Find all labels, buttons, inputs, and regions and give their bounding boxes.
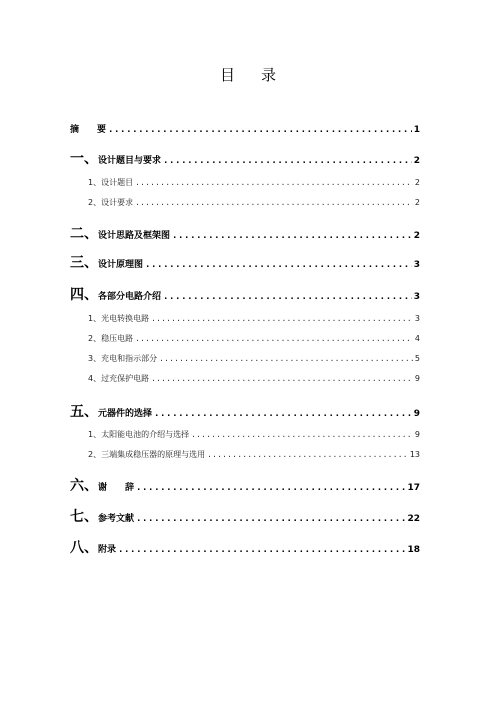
- toc-entry-page: 13: [409, 450, 420, 459]
- toc-entry-number: 七、: [70, 509, 98, 525]
- toc-entry-page: 18: [407, 545, 420, 555]
- toc-entry-number: 八、: [70, 540, 98, 556]
- toc-entry-section-8[interactable]: [70, 537, 420, 557]
- toc-entry-label: 太阳能电池的介绍与选择: [101, 430, 190, 439]
- title-char-left: 目: [219, 66, 235, 84]
- toc-entry-4-4[interactable]: [70, 373, 420, 384]
- toc-leader-dots: [145, 260, 412, 270]
- toc-entry-page: 9: [414, 374, 420, 383]
- toc-entry-5-2[interactable]: [70, 449, 420, 460]
- toc-entry-section-5[interactable]: [70, 401, 420, 421]
- page-title: [0, 64, 496, 85]
- toc-leader-dots: [118, 545, 405, 555]
- toc-entry-label: 设计原理图: [98, 260, 144, 270]
- toc-leader-dots: [135, 178, 413, 187]
- toc-entry-label: 摘 要: [70, 125, 107, 135]
- toc-entry-number: 二、: [70, 226, 98, 242]
- toc-entry-number: 四、: [70, 287, 98, 303]
- toc-leader-dots: [159, 354, 413, 363]
- toc-entry-number: 1、: [88, 430, 102, 439]
- toc-entry-page: 2: [414, 198, 420, 207]
- toc-leader-dots: [151, 314, 413, 323]
- toc-entry-page: 3: [413, 260, 420, 270]
- toc-entry-label: 光电转换电路: [101, 314, 150, 323]
- toc-entry-page: 2: [414, 178, 420, 187]
- toc-leader-dots: [207, 450, 408, 459]
- toc-entry-section-1[interactable]: [70, 148, 420, 168]
- toc-entry-label: 设计题目: [101, 178, 134, 187]
- toc-entry-page: 17: [407, 483, 420, 493]
- toc-entry-page: 2: [413, 156, 420, 166]
- toc-entry-label: 设计要求: [101, 198, 134, 207]
- toc-entry-page: 3: [414, 314, 420, 323]
- toc-entry-label: 附录: [98, 545, 117, 555]
- toc-entry-label: 设计题目与要求: [98, 156, 162, 166]
- toc-entry-page: 9: [414, 430, 420, 439]
- toc-leader-dots: [135, 198, 413, 207]
- toc-entry-label: 三端集成稳压器的原理与选用: [101, 450, 206, 459]
- toc-entry-number: 五、: [70, 404, 98, 420]
- toc-entry-page: 2: [413, 231, 420, 241]
- toc-entry-page: 5: [414, 354, 420, 363]
- toc-entry-number: 1、: [88, 314, 102, 323]
- toc-entry-section-2[interactable]: [70, 223, 420, 243]
- toc-entry-number: 2、: [88, 334, 102, 343]
- toc-entry-number: 4、: [88, 374, 102, 383]
- toc-leader-dots: [135, 334, 413, 343]
- toc-leader-dots: [151, 374, 413, 383]
- title-char-right: 录: [261, 66, 277, 84]
- toc-entry-number: 1、: [88, 178, 102, 187]
- toc-entry-section-3[interactable]: [70, 252, 420, 272]
- toc-entry-label: 谢 辞: [98, 483, 135, 493]
- toc-entry-section-6[interactable]: [70, 475, 420, 495]
- toc-entry-number: 3、: [88, 354, 102, 363]
- toc-entry-number: 一、: [70, 151, 98, 167]
- toc-entry-page: 4: [414, 334, 420, 343]
- toc-entry-label: 各部分电路介绍: [98, 292, 162, 302]
- toc-leader-dots: [172, 231, 412, 241]
- toc-entry-4-1[interactable]: [70, 313, 420, 324]
- toc-leader-dots: [136, 483, 405, 493]
- toc-entry-label: 稳压电路: [101, 334, 134, 343]
- toc-leader-dots: [191, 430, 413, 439]
- toc-entry-label: 参考文献: [98, 514, 135, 524]
- toc-entry-4-2[interactable]: [70, 333, 420, 344]
- toc-entry-5-1[interactable]: [70, 429, 420, 440]
- toc-entry-1-1[interactable]: [70, 177, 420, 188]
- toc-entry-page: 1: [413, 125, 420, 135]
- toc-entry-section-7[interactable]: [70, 506, 420, 526]
- toc-entry-number: 2、: [88, 450, 102, 459]
- toc-entry-section-4[interactable]: [70, 284, 420, 304]
- toc-entry-page: 9: [413, 409, 420, 419]
- toc-leader-dots: [136, 514, 405, 524]
- toc-leader-dots: [154, 409, 412, 419]
- toc-leader-dots: [108, 125, 412, 135]
- toc-entry-label: 过充保护电路: [101, 374, 150, 383]
- toc-entry-4-3[interactable]: [70, 353, 420, 364]
- toc-entry-abstract[interactable]: [70, 122, 420, 135]
- toc-entry-number: 六、: [70, 478, 98, 494]
- toc-entry-1-2[interactable]: [70, 197, 420, 208]
- toc-entry-page: 3: [413, 292, 420, 302]
- toc-entry-number: 2、: [88, 198, 102, 207]
- toc-leader-dots: [163, 292, 412, 302]
- toc-leader-dots: [163, 156, 412, 166]
- toc-entry-label: 元器件的选择: [98, 409, 153, 419]
- toc-entry-label: 设计思路及框架图: [98, 231, 171, 241]
- toc-entry-label: 充电和指示部分: [101, 354, 158, 363]
- toc-entry-page: 22: [407, 514, 420, 524]
- toc-entry-number: 三、: [70, 255, 98, 271]
